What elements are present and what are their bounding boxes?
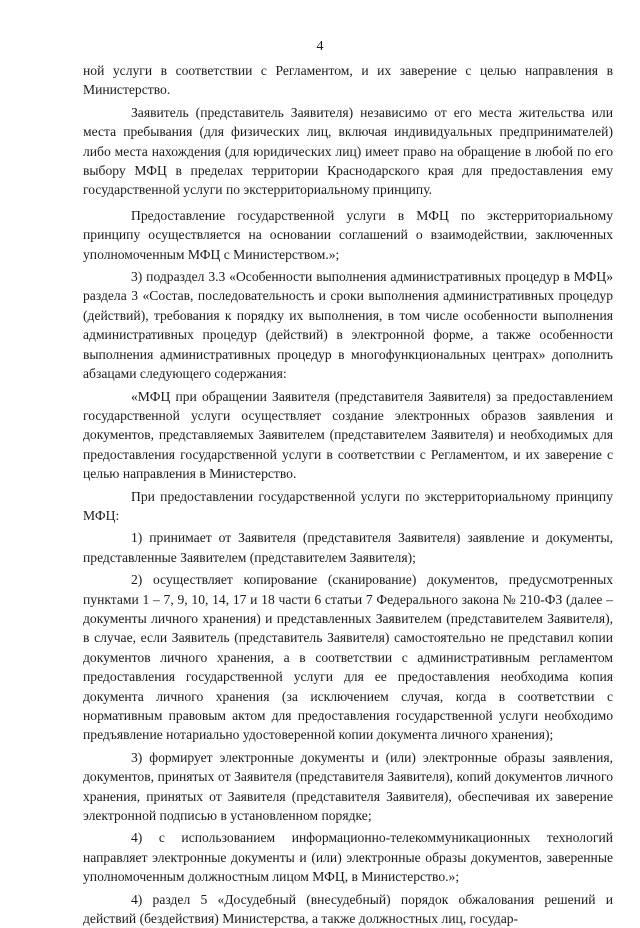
page-number: 4 <box>316 39 324 54</box>
list-item-3: 3) формирует электронные документы и (или) электронные образы заявления, документов, принятых от Заявителя (представителя Заявителя), копий документов личного хранения, принятых от Заявителя (представителя Заявителя), обеспечивая их заверение электронной подписью в установленном порядке; <box>83 749 613 824</box>
paragraph-item-3: 3) подраздел 3.3 «Особенности выполнения административных процедур в МФЦ» раздела 3 «Состав, последовательность и сроки выполнения административных процедур (действий), требования к порядку их выполнения, в том числе особенности выполнения административных процедур (действий) в электронной форме, а также особенности выполнения административных процедур в многофункциональных центрах» дополнить абзацами следующего содержания: <box>83 269 613 382</box>
paragraph-applicant-right: Заявитель (представитель Заявителя) независимо от его места жительства или места пребывания (для физических лиц, включая индивидуальных предпринимателей) либо места нахождения (для юридических лиц) имеет право на обращение в любой по его выбору МФЦ в пределах территории Краснодарского края для предоставления ему государственной услуги по экстерриториальному принципу. <box>83 104 613 198</box>
paragraph-mfc-electronic-images: «МФЦ при обращении Заявителя (представителя Заявителя) за предоставлением государственной услуги осуществляет создание электронных образов заявления и документов, представляемых Заявителем (представителем Заявителя) и необходимых для предоставления государственной услуги в соответствии с Регламентом, и их заверение с целью направления в Министерство. <box>83 388 613 482</box>
paragraph-continuation: ной услуги в соответствии с Регламентом, и их заверение с целью направления в Министерство. <box>83 63 613 98</box>
list-item-1: 1) принимает от Заявителя (представителя Заявителя) заявление и документы, представленные Заявителем (представителем Заявителя); <box>83 530 613 565</box>
paragraph-extraterritorial-intro: При предоставлении государственной услуги по экстерриториальному принципу МФЦ: <box>83 488 613 523</box>
list-item-4: 4) с использованием информационно-телекоммуникационных технологий направляет электронные документы и (или) электронные образы документов, заверенные уполномоченным должностным лицом МФЦ, в Министерство.»; <box>83 830 613 885</box>
list-item-2: 2) осуществляет копирование (сканирование) документов, предусмотренных пунктами 1 – 7, 9, 10, 14, 17 и 18 части 6 статьи 7 Федерального закона № 210-ФЗ (далее – документы личного хранения) и представленных Заявителем (представителем Заявителя), в случае, если Заявитель (представитель Заявителя) самостоятельно не представил копии документов личного хранения, а в соответствии с административным регламентом предоставления государственной услуги для ее предоставления необходима копия документа личного хранения (за исключением случая, когда в соответствии с нормативным правовым актом для предоставления государственной услуги необходимо предъявление нотариально удостоверенной копии документа личного хранения); <box>83 572 613 743</box>
paragraph-item-4-section-5: 4) раздел 5 «Досудебный (внесудебный) порядок обжалования решений и действий (бездействия) Министерства, а также должностных лиц, государ- <box>83 891 613 927</box>
paragraph-extraterritorial-basis: Предоставление государственной услуги в МФЦ по экстерриториальному принципу осуществляется на основании соглашений о взаимодействии, заключенных уполномоченным МФЦ с Министерством.»; <box>83 207 613 262</box>
document-body <box>83 61 613 928</box>
